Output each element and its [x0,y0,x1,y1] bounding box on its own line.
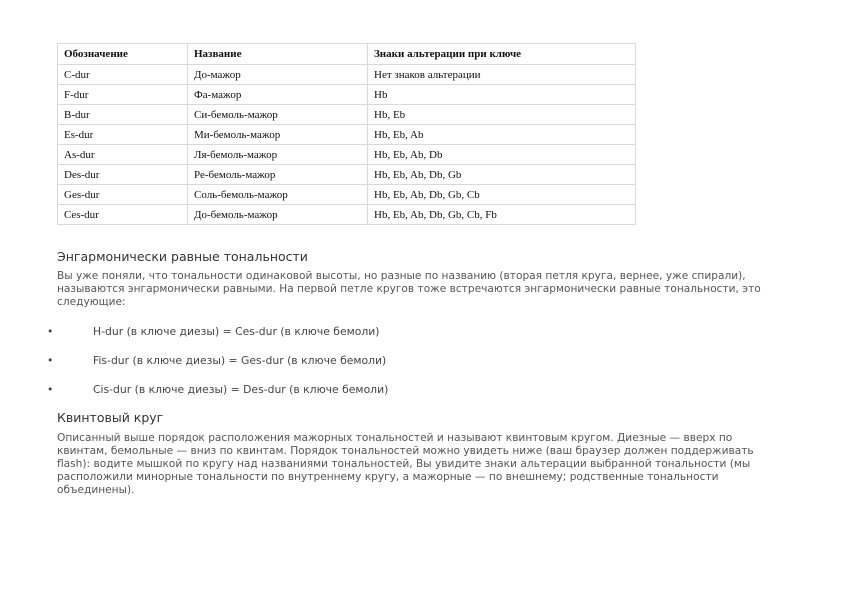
cell-name: До-бемоль-мажор [188,205,368,225]
cell-signs: Hb, Eb [368,105,636,125]
table-header-row [58,44,636,65]
cell-signs: Hb [368,85,636,105]
table-row [58,105,636,125]
cell-name: Ля-бемоль-мажор [188,145,368,165]
bullet-icon: • [47,354,54,367]
cell-designation: Des-dur [58,165,188,185]
cell-name: Ми-бемоль-мажор [188,125,368,145]
list-item-text: H-dur (в ключе диезы) = Ces-dur (в ключе бемоли) [93,325,380,338]
cell-name: Си-бемоль-мажор [188,105,368,125]
cell-name: Соль-бемоль-мажор [188,185,368,205]
table-row [58,145,636,165]
cell-name: До-мажор [188,65,368,85]
column-header-name: Название [188,44,368,65]
table-row [58,125,636,145]
cell-signs: Hb, Eb, Ab, Db, Gb, Cb [368,185,636,205]
cell-designation: Ges-dur [58,185,188,205]
list-item-text: Fis-dur (в ключе диезы) = Ges-dur (в ключе бемоли) [93,354,387,367]
table-row [58,165,636,185]
cell-designation: Ces-dur [58,205,188,225]
list-item-text: Cis-dur (в ключе диезы) = Des-dur (в ключе бемоли) [93,383,389,396]
cell-name: Фа-мажор [188,85,368,105]
table-row [58,185,636,205]
table-row [58,85,636,105]
cell-designation: As-dur [58,145,188,165]
paragraph-circle-of-fifths: Описанный выше порядок расположения мажорных тональностей и называют квинтовым кругом. Диезные — вверх по квинтам, бемольные — вниз по квинтам. Порядок тональностей можно увидеть ниже (ваш браузер должен поддерживать flash): водите мышкой по кругу над названиями тональностей, Вы увидите знаки альтерации выбранной тональности (мы расположили минорные тональности по внутреннему кругу, а мажорные — по внешнему; родственные тональности объединены). [57,432,754,496]
paragraph-enharmonic: Вы уже поняли, что тональности одинаковой высоты, но разные по названию (вторая петля круга, вернее, уже спирали), называются энгармонически равными. На первой петле кругов тоже встречаются энгармонически равные тональности, это следующие: [57,270,761,308]
cell-designation: B-dur [58,105,188,125]
table-row [58,205,636,225]
cell-signs: Hb, Eb, Ab [368,125,636,145]
cell-signs: Hb, Eb, Ab, Db, Gb [368,165,636,185]
cell-designation: C-dur [58,65,188,85]
key-signature-table [57,43,636,225]
section-heading-circle-of-fifths: Квинтовый круг [57,410,164,425]
cell-name: Ре-бемоль-мажор [188,165,368,185]
bullet-icon: • [47,325,54,338]
column-header-designation: Обозначение [58,44,188,65]
column-header-signs: Знаки альтерации при ключе [368,44,636,65]
cell-signs: Hb, Eb, Ab, Db, Gb, Cb, Fb [368,205,636,225]
bullet-icon: • [47,383,54,396]
table-row [58,65,636,85]
cell-signs: Нет знаков альтерации [368,65,636,85]
cell-designation: Es-dur [58,125,188,145]
section-heading-enharmonic: Энгармонически равные тональности [57,249,308,264]
cell-designation: F-dur [58,85,188,105]
cell-signs: Hb, Eb, Ab, Db [368,145,636,165]
